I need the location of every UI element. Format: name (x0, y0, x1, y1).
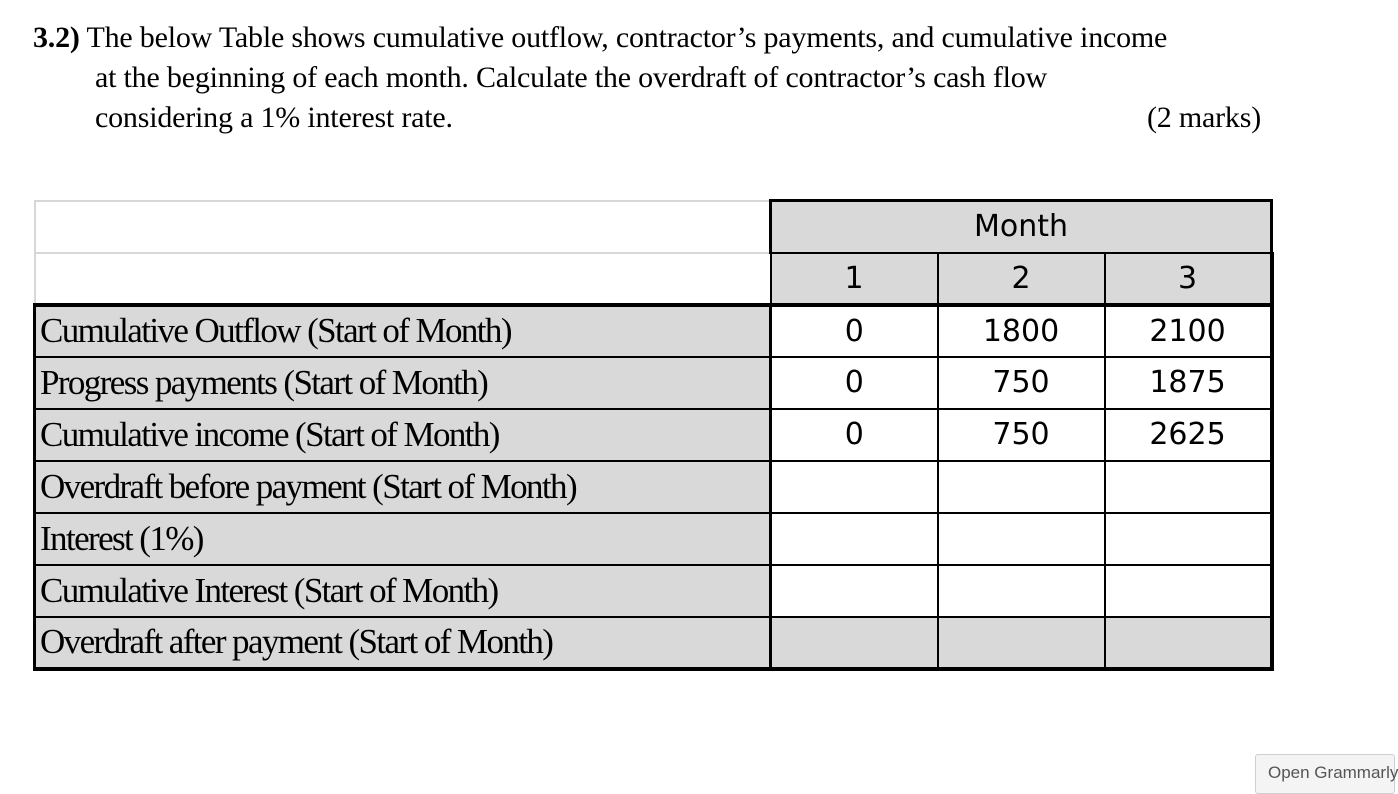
month-number-1: 1 (771, 253, 938, 305)
table-cell[interactable]: 1875 (1105, 357, 1272, 409)
table-cell[interactable] (938, 565, 1105, 617)
table-row (35, 617, 1272, 669)
open-grammarly-button[interactable]: Open Grammarly (1255, 754, 1395, 794)
header-row-month (35, 201, 1272, 253)
table-row (35, 565, 1272, 617)
table-cell[interactable]: 750 (938, 409, 1105, 461)
cash-flow-table (33, 199, 1274, 671)
month-header: Month (771, 201, 1272, 253)
question-line-1 (33, 18, 1313, 58)
row-label: Cumulative income (Start of Month) (35, 409, 771, 461)
table-cell[interactable]: 2625 (1105, 409, 1272, 461)
question-line-1-text: The below Table shows cumulative outflow, contractor’s payments, and cumulative income (86, 21, 1168, 54)
table-cell[interactable]: 0 (771, 357, 938, 409)
table-cell[interactable] (1105, 513, 1272, 565)
row-label: Overdraft before payment (Start of Month) (35, 461, 771, 513)
table-cell[interactable] (1105, 461, 1272, 513)
table-cell[interactable]: 2100 (1105, 305, 1272, 357)
header-empty-cell (35, 253, 771, 305)
table-cell[interactable] (938, 513, 1105, 565)
table-cell[interactable] (771, 617, 938, 669)
row-label-overdraft-after (35, 617, 771, 669)
row-label: Cumulative Outflow (Start of Month) (35, 305, 771, 357)
row-label-text: Overdraft after payment (Start of Month) (40, 622, 553, 661)
table-cell[interactable] (771, 565, 938, 617)
month-number-2: 2 (938, 253, 1105, 305)
question-line-3 (33, 98, 1313, 138)
month-number-3: 3 (1105, 253, 1272, 305)
table-cell[interactable] (938, 617, 1105, 669)
table-cell[interactable] (771, 513, 938, 565)
question-text (33, 18, 1313, 138)
table-row (35, 409, 1272, 461)
table-cell[interactable]: 0 (771, 305, 938, 357)
table-cell[interactable]: 0 (771, 409, 938, 461)
question-line-2: at the beginning of each month. Calculate the overdraft of contractor’s cash flow (95, 61, 1048, 94)
header-row-numbers (35, 253, 1272, 305)
header-empty-cell (35, 201, 771, 253)
table-cell[interactable]: 1800 (938, 305, 1105, 357)
table-cell[interactable]: 750 (938, 357, 1105, 409)
row-label: Interest (1%) (35, 513, 771, 565)
question-line-3-text: considering a 1% interest rate. (95, 101, 453, 134)
row-label: Progress payments (Start of Month) (35, 357, 771, 409)
question-number: 3.2) (33, 21, 80, 54)
table-cell[interactable] (771, 461, 938, 513)
table-row (35, 357, 1272, 409)
marks-label: (2 marks) (1147, 101, 1261, 134)
table-cell[interactable] (1105, 565, 1272, 617)
table-row (35, 513, 1272, 565)
table-row (35, 305, 1272, 357)
table-row (35, 461, 1272, 513)
table-cell[interactable] (938, 461, 1105, 513)
row-label: Cumulative Interest (Start of Month) (35, 565, 771, 617)
table-cell[interactable] (1105, 617, 1272, 669)
